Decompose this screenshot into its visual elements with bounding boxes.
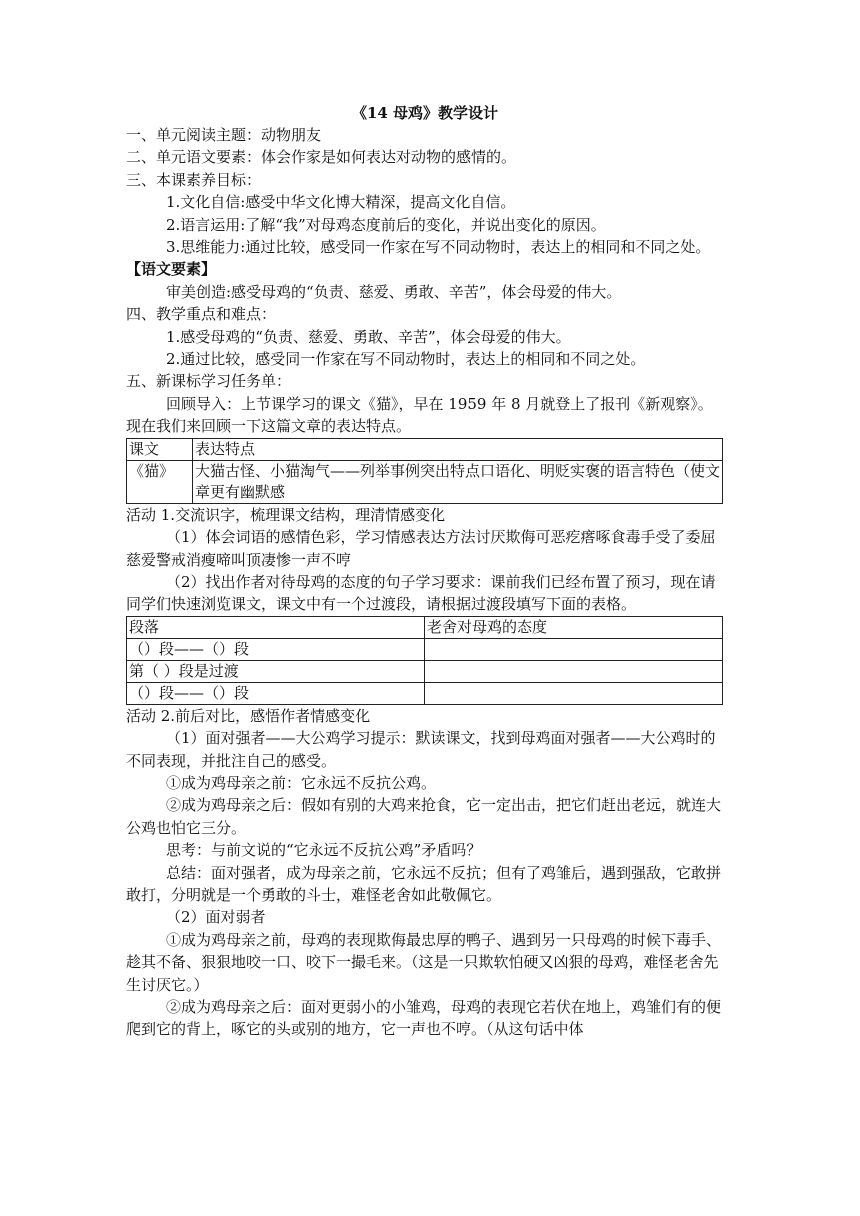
activity-2-heading: 活动 2.前后对比，感悟作者情感变化 xyxy=(126,706,371,725)
table-row-2-attitude[interactable] xyxy=(425,660,723,682)
table-cell-feature: 大猫古怪、小猫淘气——列举事例突出特点口语化、明贬实褒的语言特色（使文章更有幽默感 xyxy=(193,460,723,503)
activity-2-before: ①成为鸡母亲之前：它永远不反抗公鸡。 xyxy=(166,773,437,792)
table-row-2-paragraph: 第（ ）段是过渡 xyxy=(127,660,425,682)
table-row-1-paragraph: （）段——（）段 xyxy=(127,638,425,660)
expression-table xyxy=(126,438,723,504)
yuwen-heading: 【语文要素】 xyxy=(126,260,217,279)
activity-2-part-2: （2）面对弱者 xyxy=(166,908,266,927)
section-unit-element: 二、单元语文要素：体会作家是如何表达对动物的感情的。 xyxy=(126,148,517,167)
table-row-3-attitude[interactable] xyxy=(425,682,723,704)
table-header-attitude: 老舍对母鸡的态度 xyxy=(425,616,723,638)
activity-2-part-1: （1）面对强者——大公鸡学习提示：默读课文，找到母鸡面对强者——大公鸡时的不同表现，并批注自己的感受。 xyxy=(126,729,716,770)
goal-2: 2.语言运用:了解“我”对母鸡态度前后的变化，并说出变化的原因。 xyxy=(166,215,606,234)
section-unit-theme: 一、单元阅读主题：动物朋友 xyxy=(126,126,322,144)
table-cell-lesson: 《猫》 xyxy=(127,460,193,503)
activity-1-part-2: （2）找出作者对待母鸡的态度的句子学习要求：课前我们已经布置了预习，现在请同学们快速浏览课文，课文中有一个过渡段，请根据过渡段填写下面的表格。 xyxy=(126,572,716,614)
activity-2-weak-after: ②成为鸡母亲之后：面对更弱小的小雏鸡，母鸡的表现它若伏在地上，鸡雏们有的便爬到它的背上，啄它的头或别的地方，它一声也不哼。（从这句话中体 xyxy=(126,998,722,1039)
section-key-points: 四、教学重点和难点： xyxy=(126,305,277,324)
section-task-list: 五、新课标学习任务单： xyxy=(126,372,292,391)
review-intro: 回顾导入：上节课学习的课文《猫》，早在 1959 年 8 月就登上了报刊《新观察》。现在我们来回顾一下这篇文章的表达特点。 xyxy=(126,394,713,436)
goal-3: 3.思维能力:通过比较，感受同一作家在写不同动物时，表达上的相同和不同之处。 xyxy=(166,238,711,257)
activity-2-weak-before: ①成为鸡母亲之前，母鸡的表现欺侮最忠厚的鸭子、遇到另一只母鸡的时候下毒手、趁其不备、狠狠地咬一口、咬下一撮毛来。（这是一只欺软怕硬又凶狠的母鸡，难怪老舍先生讨厌它。） xyxy=(126,930,722,994)
table-row-1-attitude[interactable] xyxy=(425,638,723,660)
table-row-3-paragraph: （）段——（）段 xyxy=(127,682,425,704)
document-title: 《14 母鸡》教学设计 xyxy=(351,104,499,122)
key-point-1: 1.感受母鸡的“负责、慈爱、勇敢、辛苦”，体会母爱的伟大。 xyxy=(166,327,571,346)
goal-1: 1.文化自信:感受中华文化博大精深，提高文化自信。 xyxy=(166,193,516,212)
yuwen-body: 审美创造:感受母鸡的“负责、慈爱、勇敢、辛苦”，体会母爱的伟大。 xyxy=(166,282,622,301)
table-header-lesson: 课文 xyxy=(127,438,193,460)
summary: 总结：面对强者，成为母亲之前，它永远不反抗；但有了鸡雏后，遇到强敌，它敢拼敢打，分明就是一个勇敢的斗士，难怪老舍如此敬佩它。 xyxy=(126,863,722,904)
think-question: 思考：与前文说的“它永远不反抗公鸡”矛盾吗？ xyxy=(166,841,482,860)
activity-1-part-1: （1）体会词语的感情色彩，学习情感表达方法讨厌欺侮可恶疙瘩啄食毒手受了委屈慈爱警戒消瘦啼叫顶凄惨一声不哼 xyxy=(126,528,716,569)
key-point-2: 2.通过比较，感受同一作家在写不同动物时，表达上的相同和不同之处。 xyxy=(166,350,646,369)
section-goals: 三、本课素养目标： xyxy=(126,170,262,189)
document-page xyxy=(126,102,724,1041)
table-header-paragraph: 段落 xyxy=(127,616,425,638)
table-header-feature: 表达特点 xyxy=(193,438,723,460)
activity-1-heading: 活动 1.交流识字，梳理课文结构，理清情感变化 xyxy=(126,505,446,524)
activity-2-after: ②成为鸡母亲之后：假如有别的大鸡来抢食，它一定出击，把它们赶出老远，就连大公鸡也怕它三分。 xyxy=(126,796,722,837)
attitude-table xyxy=(126,616,723,705)
